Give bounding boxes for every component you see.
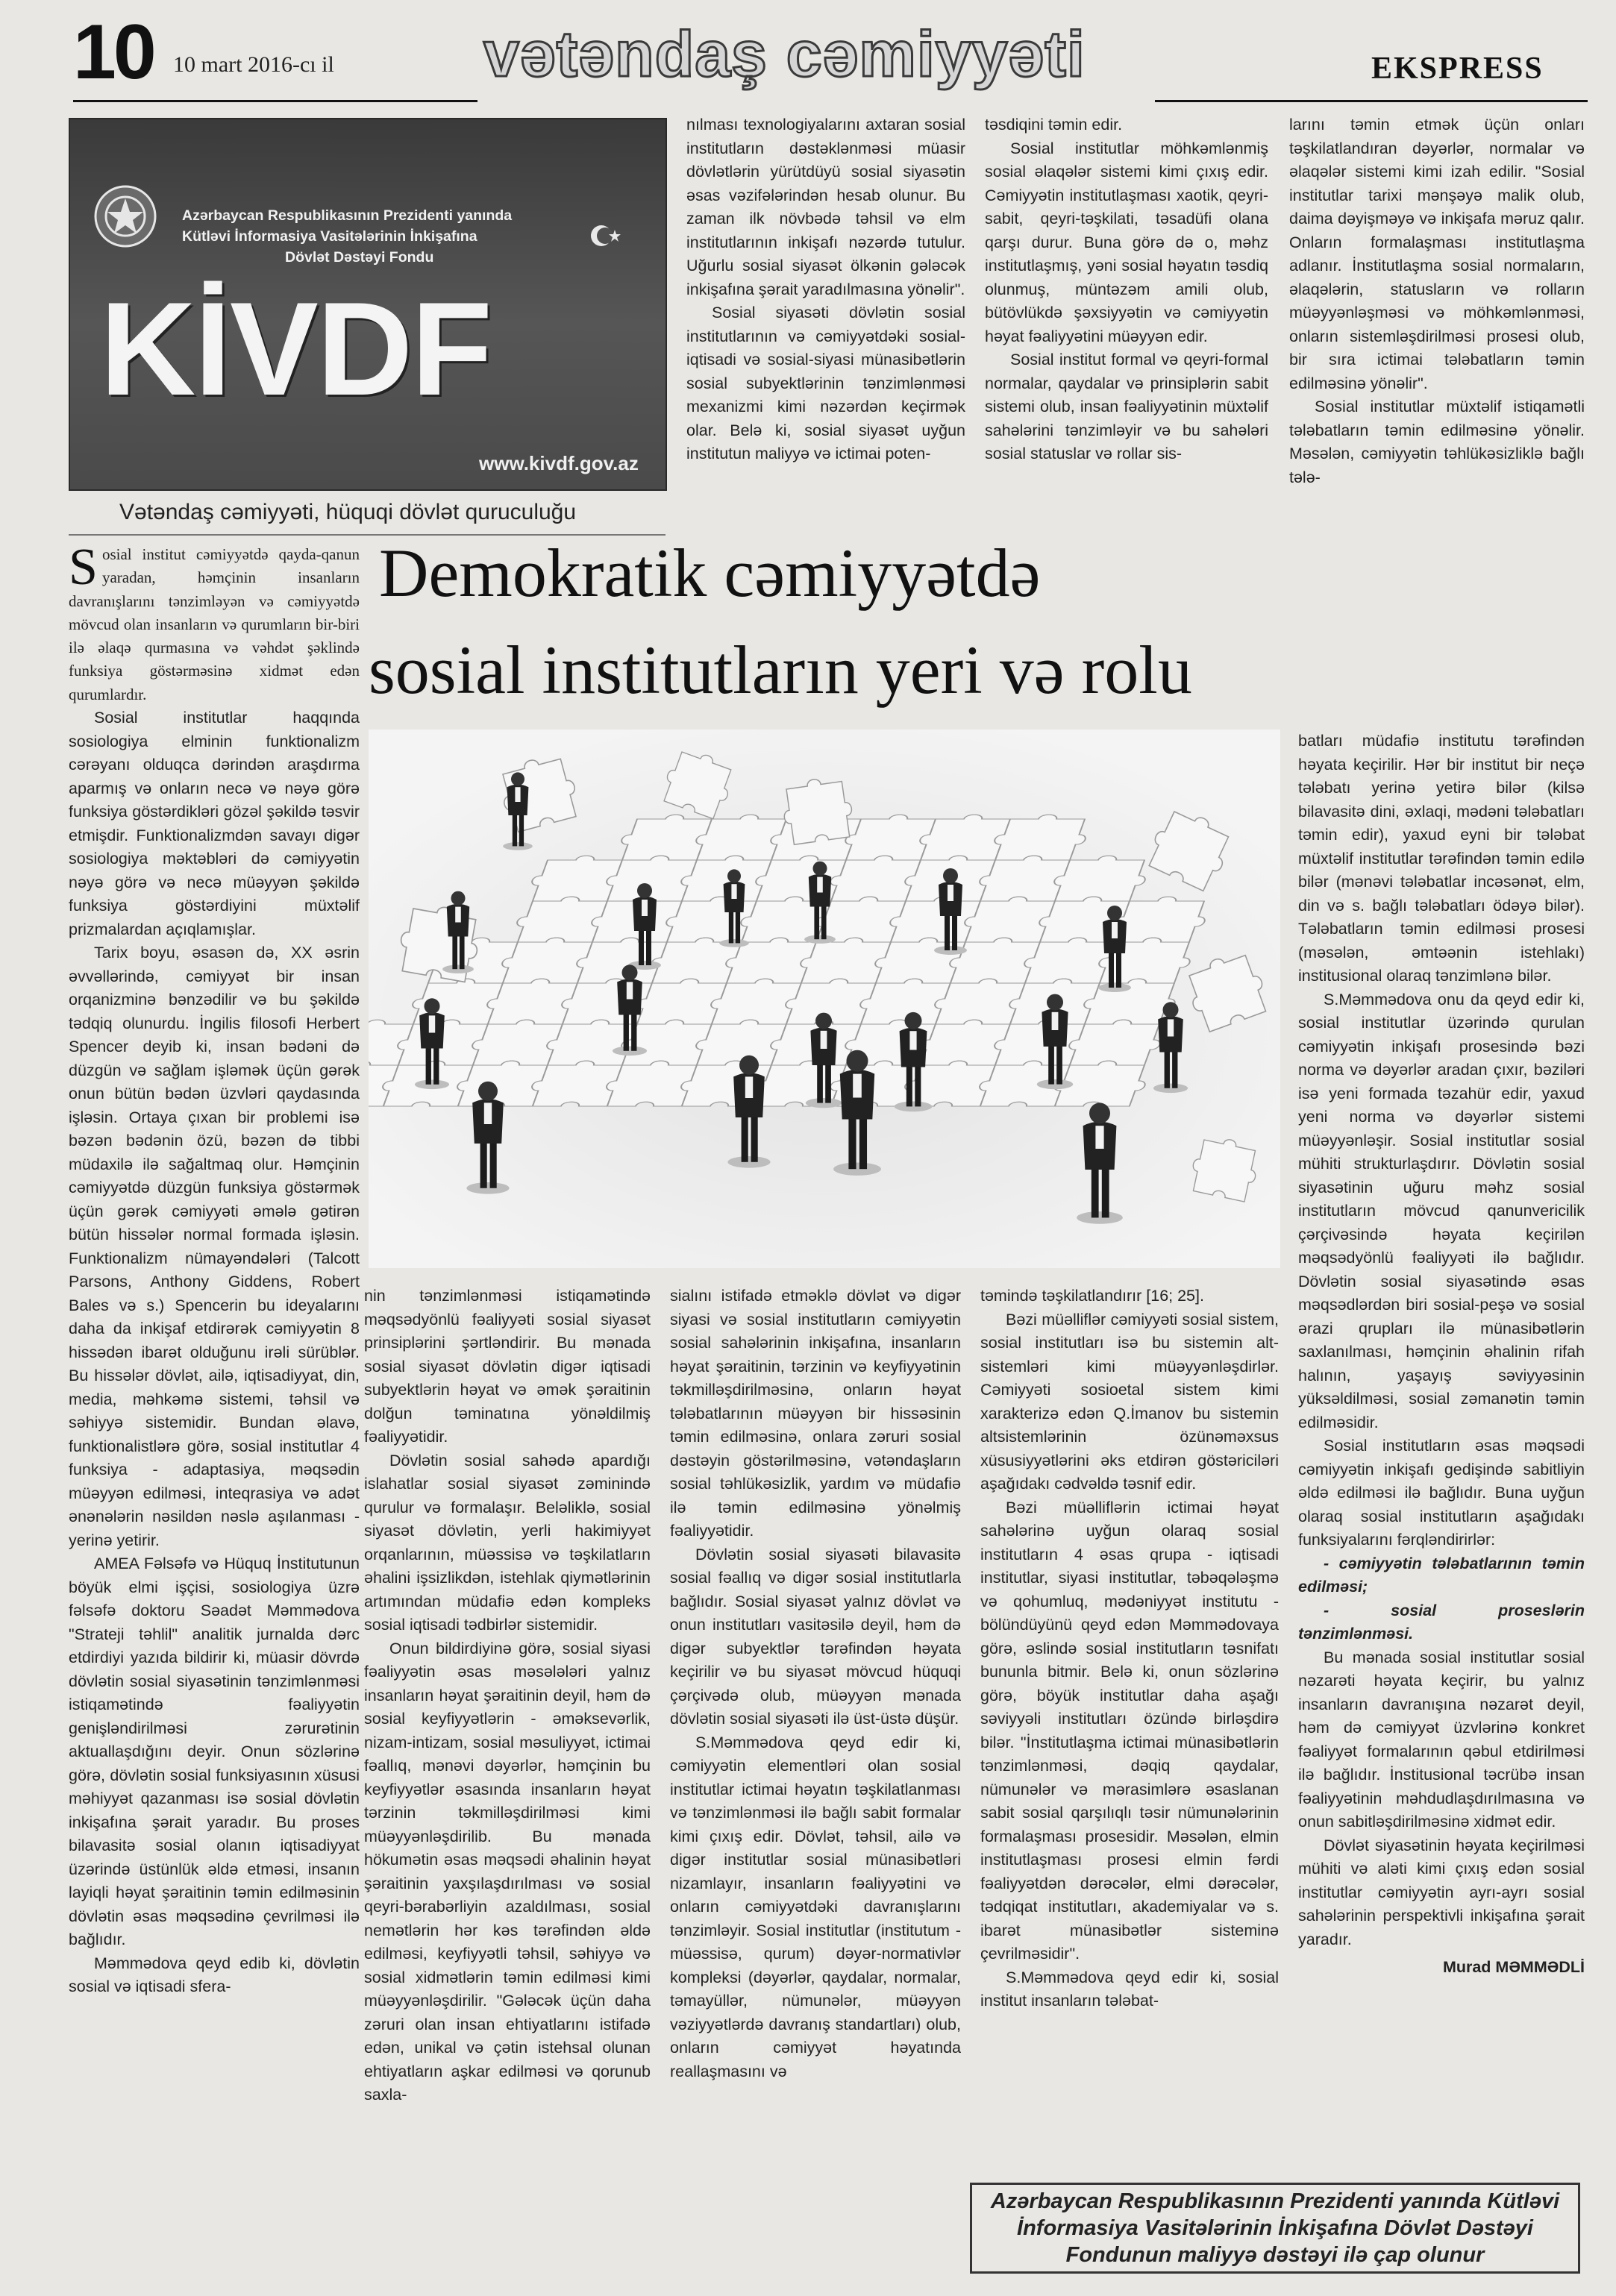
column-4-top: [1289, 113, 1585, 530]
paragraph: Onun bildirdiyinə görə, sosial siyasi fəaliyyətin əsas məsələləri yalnız insanların həyat şəraitinin deyil, həm də sosial keyfiyyətlərin - əməksevərlik, nizam-intizam, sosial məsuliyyət, ictimai fəallıq, mənəvi dəyərlər, həmçinin bu keyfiyyətlər əsasında insanların həyat tərzinin təkmilləşdirilməsi kimi müəyyənləşdirilib. Bu mənada hökumətin əsas məqsədi əhalinin həyat şəraitinin yaxşılaşdırılması və sosial qeyri-bərabərliyin azaldılması, sosial nemətlərin hər kəs tərəfindən əldə edilməsi, keyfiyyətli təhsil, səhiyyə və sosial xidmətlərin təmin edilməsi kimi müəyyənləşdirilir. "Gələcək üçün daha zəruri olan insan ehtiyatlarını istifadə edən, unikal və çətin istehsal olunan ehtiyatların aşkar edilməsi və qorunub saxla-: [364, 1639, 651, 2104]
column-2-bottom: [364, 1285, 651, 2263]
paragraph: Sosial institutlar haqqında sosiologiya elminin funktionalizm cərəyanı olduqca dərindən araşdırma aparmış və onların necə və nəyə görə funksiya göstərdikləri gözəl şəkildə təsvir etmişdir. Funktionalizmdən savayı digər sosiologiya məktəbləri də cəmiyyətin nəyə görə və necə müəyyən şəkildə funksiya göstərdiyini müxtəlif prizmalardan açıqlamışlar.: [69, 709, 360, 938]
paragraph: nılması texnologiyalarını axtaran sosial institutların dəstəklənməsi müasir dövlətlərin yürütdüyü sosial siyasətin əsas vəzifələrindən hesab olunur. Bu zaman ilk növbədə təhsil və elm institutlarının inkişafı nəzərdə tutulur. Uğurlu sosial siyasət ölkənin gələcək inkişafına şərait yaradılmasına yönəlir".: [686, 116, 965, 298]
column-1: [69, 543, 360, 2263]
issue-date: 10 mart 2016-cı il: [173, 52, 334, 77]
paragraph: Məmmədova qeyd edib ki, dövlətin sosial və iqtisadi sfera-: [69, 1954, 360, 1996]
article-photo: [369, 730, 1280, 1268]
newspaper-name: EKSPRESS: [1371, 51, 1544, 86]
author-signature: Murad MƏMMƏDLİ: [1442, 1958, 1585, 1976]
paragraph: S.Məmmədova qeyd edir ki, cəmiyyətin elementləri olan sosial institutlar ictimai həyatın təşkilatlanması və tənzimlənməsi ilə bağlı sabit formalar kimi çıxış edir. Dövlət, təhsil, ailə və digər institutlar sosial münasibətləri nizamlayır, insanların fəaliyyətini və onların cəmiyyətdəki davranışlarını tənzimləyir. Sosial institutlar (institutum - müəssisə, qurum) dəyər-normativlər kompleksi (dəyərlər, qaydalar, normalar, təmayüllər, nümunələr, müəyyən vəziyyətlərdə davranış standartları) olub, onların cəmiyyət həyatında reallaşmasını və: [670, 1733, 961, 2080]
list-item: - sosial proseslərin tənzimlənməsi.: [1298, 1601, 1585, 1643]
paragraph: Bu mənada sosial institutlar sosial nəzarəti həyata keçirir, bu yalnız insanların davranışına nəzarət deyil, həm də cəmiyyət üzvlərinə konkret fəaliyyət formalarının qəbul etdirilməsi ilə bağlıdır. İnstitusional təcrübə insan fəaliyyətinin məhdudlaşdırılmasına və onun sabitləşdirilməsinə xidmət edir.: [1298, 1648, 1585, 1831]
headline-line2: sosial institutların yeri və rolu: [369, 632, 1192, 708]
section-title: vətəndaş cəmiyyəti: [483, 19, 1086, 90]
column-2-top: [686, 113, 965, 530]
paragraph: Sosial institutlar möhkəmlənmiş sosial əlaqələr sistemi kimi çıxış edir. Cəmiyyətin institutlaşması xaotik, qeyri-sabit, qeyri-təşkilati, təsadüfi olana qarşı durur. Buna görə də o, məhz institutlaşmış, yəni sosial həyatın təsdiq olunmuş, müntəzəm amili olub, bütövlükdə şəxsiyyətin və cəmiyyətin həyat fəaliyyətini müəyyən edir.: [985, 139, 1268, 345]
paragraph: sialını istifadə etməklə dövlət və digər siyasi və sosial institutların cəmiyyətin sosial sahələrinin inkişafına, insanların həyat şəraitinin, tərzinin və keyfiyyətinin təkmilləşdirilməsinə, onların həyat tələbatlarının müəyyən bir hissəsinin təmin edilməsinə, onlara zəruri sosial dəstəyin göstərilməsinə, vətəndaşların sosial təhlükəsizlik, yardım və müdafiə ilə təmin edilməsinə yönəlmiş fəaliyyətidir.: [670, 1287, 961, 1540]
paragraph: təsdiqini təmin edir.: [985, 116, 1123, 134]
headline-line1: Demokratik cəmiyyətdə: [379, 535, 1041, 611]
paragraph: batları müdafiə institutu tərəfindən həyata keçirilir. Hər bir institut bir neçə tələbatı yerinə yetirə bilər (kilsə bilavasitə dini, əxlaqi, mədəni tələbatları təmin edir), yaxud eyni bir tələbat müxtəlif institutlar tərəfindən təmin edilə bilər (mənəvi tələbatlar incəsənət, elm, din və s. bağlı tələbatları ödəyə bilər). Tələbatların təmin edilməsi prosesi (məsələn, əmtəənin istehlakı) institusional olaraq tənzimlənə bilər.: [1298, 732, 1585, 985]
flag-crescent-icon: [585, 221, 627, 251]
kivdf-logo-text: KİVDF: [100, 275, 491, 423]
page-number: 10: [73, 9, 154, 95]
sponsor-line3: Dövlət Dəstəyi Fondu: [285, 249, 434, 266]
column-3-top: [985, 113, 1268, 530]
column-3-bottom: [670, 1285, 961, 2263]
rubric: Vətəndaş cəmiyyəti, hüquqi dövlət quruculuğu: [119, 500, 577, 524]
header-rule-right: [1155, 100, 1588, 102]
paragraph: Tarix boyu, əsasən də, XX əsrin əvvəllərində, cəmiyyət bir insan orqanizminə bənzədilir və bu şəkildə tədqiq olunurdu. İngilis filosofi Herbert Spencer deyib ki, insan bədəni də düzgün və sağlam işləmək üçün gərək onun bütün bədən üzvləri qaydasında işləsin. Ortaya çıxan bir problemi isə bəzən bədənin özü, bəzən də tibbi müdaxilə ilə sağaltmaq olur. Həmçinin cəmiyyətdə düzgün funksiya göstərmək üçün gərək cəmiyyəti əmələ gətirən bütün hissələr normal formada işləsin. Funktionalizm nümayəndələri (Talcott Parsons, Anthony Giddens, Robert Bales və s.) Spencerin bu ideyalarını daha da inkişaf etdirərək cəmiyyətin 8 hissədən ibarət olduğunu irəli sürüblər. Bu hissələr dövlət, ailə, iqtisadiyyat, din, media, məhkəmə sistemi, təhsil və səhiyyə sistemidir. Bundan əlavə, funktionalistlərə görə, sosial institutlar 4 funksiya - adaptasiya, məqsədin müəyyən edilməsi, inteqrasiya və adət ənənələrin nəsildən nəslə aşılanması - yerinə yetirir.: [69, 944, 360, 1549]
paragraph: larını təmin etmək üçün onları təşkilatlandıran dəyərlər, normalar və əlaqələr sistemi kimi izah edilir. "Sosial institutlar tarixi mənşəyə malik olub, daima dəyişməyə və inkişafa məruz qalır. Onların formalaşması institutlaşma adlanır. İnstitutlaşma sosial normaların, əlaqələrin, statusların və rolların müəyyənləşməsi və möhkəmlənməsi, onların sistemləşdirilməsi prosesi olub, bir sıra ictimai tələbatların təmin edilməsinə yönəlir".: [1289, 116, 1585, 392]
paragraph: AMEA Fəlsəfə və Hüquq İnstitutunun böyük elmi işçisi, sosiologiya üzrə fəlsəfə doktoru Səadət Məmmədova "Strateji təhlil" analitik jurnalda dərc etdirdiyi yazıda bildirir ki, müasir dövrdə dövlətin sosial siyasətinin tənzimlənməsi istiqamətində fəaliyyətin genişləndirilməsi zərurətinin aktuallaşdığını deyir. Onun sözlərinə görə, dövlətin sosial funksiyasının xüsusi məhiyyət qazanması isə sosial dövlətin inkişafına şərait yaradır. Bu proses bilavasitə sosial olanın iqtisadiyyat üzərində üstünlük əldə etməsi, insanın layiqli həyat şəraitinin təmin edilməsinin dövlətin əsas məqsədinə çevrilməsi ilə bağlıdır.: [69, 1555, 360, 1949]
paragraph: Sosial institutlar müxtəlif istiqamətli tələbatların təmin edilməsinə yönəlir. Məsələn, cəmiyyətin təhlükəsizliklə bağlı tələ-: [1289, 398, 1585, 486]
footer-sponsor-text: Azərbaycan Respublikasının Prezidenti yanında Kütləvi İnformasiya Vasitələrinin İnkişafına Dövlət Dəstəyi Fondunun maliyyə dəstəyi ilə çap olunur: [990, 2189, 1560, 2267]
paragraph: Sosial institutların əsas məqsədi cəmiyyətin inkişafı gedişində sabitliyin əldə edilməsi ilə bağlıdır. Buna uyğun olaraq sosial institutların aşağıdakı funksiyalarını fərqləndirirlər:: [1298, 1437, 1585, 1549]
paragraph: Dövlət siyasətinin həyata keçirilməsi mühiti və aləti kimi çıxış edən sosial institutlar cəmiyyətin ayrı-ayrı sosial sahələrinin perspektivli inkişafına şərait yaradır.: [1298, 1836, 1585, 1948]
lead-paragraph: Sosial institut cəmiyyətdə qayda-qanun yaradan, həmçinin insanların davranışlarını tənzimləyən və cəmiyyətdə mövcud olan insanların və qurumların bir-biri ilə əlaqə qurmasına və vəhdət şəklində funksiya göstərməsinə xidmət edən qurumlardır.: [69, 543, 360, 703]
paragraph: Sosial siyasəti dövlətin sosial institutlarının və cəmiyyətdəki sosial-iqtisadi və sosial-siyasi münasibətlərin sosial subyektlərinin tənzimlənməsi mexanizmi kimi nəzərdən keçirmək olar. Belə ki, sosial siyasət uyğun institutun maliyyə və ictimai poten-: [686, 304, 965, 462]
column-4-bottom: [980, 1285, 1279, 2172]
header-rule-left: [73, 100, 477, 102]
sponsor-line1: Azərbaycan Respublikasının Prezidenti yanında: [182, 207, 513, 224]
business-people-on-puzzle-illustration: [369, 730, 1280, 1268]
paragraph: Dövlətin sosial siyasəti bilavasitə sosial fəallıq və digər sosial institutlarla bağlıdır. Sosial siyasət yalnız dövlət və onun institutları vasitəsilə deyil, həm də digər subyektlər tərəfindən həyata keçirilir və bu siyasət mövcud hüquqi çərçivədə olub, müəyyən mənada dövlətin sosial siyasəti ilə üst-üstə düşür.: [670, 1545, 961, 1728]
sponsor-url: www.kivdf.gov.az: [479, 452, 639, 474]
emblem-icon: [93, 184, 158, 249]
sponsor-box: [69, 118, 667, 491]
paragraph: Bəzi müəlliflər cəmiyyəti sosial sistem, sosial institutları isə bu sistemin alt-sistemləri kimi müəyyənləşdirlər. Cəmiyyəti sosioetal sistem kimi xarakterizə edən Q.İmanov bu sistemin altsistemlərinin özünəməxsus xüsusiyyətlərini əks etdirən göstəriciləri aşağıdakı cədvəldə təsnif edir.: [980, 1310, 1279, 1493]
paragraph: Sosial institut formal və qeyri-formal normalar, qaydalar və prinsiplərin sabit sistemi olub, insan fəaliyyətinin müxtəlif sahələrini tənzimləyir və bu sahələri sosial statuslar və rollar sis-: [985, 351, 1268, 462]
sponsor-line2: Kütləvi İnformasiya Vasitələrinin İnkişafına: [182, 228, 477, 245]
paragraph: S.Məmmədova onu da qeyd edir ki, sosial institutlar üzərində qurulan cəmiyyətin inkişafı prosesində bəzi norma və dəyərlər aradan çıxır, bəziləri isə yeni formada təzahür edir, yaxud yeni norma və dəyərlər sistemi müəyyənləşir. Sosial institutlar sosial mühiti strukturlaşdırır. Dövlətin sosial siyasətinin uğuru məhz sosial institutların mövcud qanunvericilik çərçivəsində həyata keçirilən məqsədyönlü fəaliyyəti ilə bağlıdır. Dövlətin sosial siyasətində əsas məqsədlərdən biri sosial-peşə və sosial ərazi qrupları ilə münasibətlərin saxlanılması, həmçinin əhalinin rifah halının, yaşayış səviyyəsinin yüksəldilməsi, sosial zəmanətin təmin edilməsidir.: [1298, 990, 1585, 1431]
list-item: - cəmiyyətin tələbatlarının təmin edilməsi;: [1298, 1554, 1585, 1596]
paragraph: təmində təşkilatlandırır [16; 25].: [980, 1287, 1204, 1305]
column-5: [1298, 730, 1585, 2221]
paragraph: nin tənzimlənməsi istiqamətində məqsədyönlü fəaliyyəti sosial siyasət prinsiplərini şərtləndirir. Bu mənada sosial siyasət dövlətin digər iqtisadi subyektlərin həyat və əmək şəraitinin dolğun təminatına yönəldilmiş fəaliyyətidir.: [364, 1287, 651, 1446]
paragraph: Bəzi müəlliflərin ictimai həyat sahələrinə uyğun olaraq sosial institutların 4 əsas qrupa - iqtisadi institutlar, siyasi institutlar, təbəqələşmə və qohumluq, mədəniyyət institutu - bölündüyünü qeyd edən Məmmədovaya görə, əslində sosial institutların təsnifatı bununla bitmir. Belə ki, onun sözlərinə görə, böyük institutlar daha aşağı səviyyəli institutları özündə birləşdirə bilər. "İnstitutlaşma ictimai münasibətlərin tənzimlənməsi, dəqiq qaydalar, nümunələr və mərasimlərə əsaslanan sabit sosial qarşılıqlı təsir nümunələrinin formalaşması prosesidir. Məsələn, elmin institutlaşması prosesi elmin fərdi fəaliyyətdən dərəcələr, elmi dərəcələr, tədqiqat institutları, akademiyalar və s. ibarət münasibətlər sisteminə çevrilməsidir".: [980, 1498, 1279, 1963]
paragraph: Dövlətin sosial sahədə apardığı islahatlar sosial siyasət zəminində qurulur və formalaşır. Beləliklə, sosial siyasət dövlətin, yerli hakimiyyət orqanlarının, müəssisə və təşkilatların əhalini işsizlikdən, istehlak qiymətlərinin artımından müdafiə edən kompleks sosial iqtisadi tədbirlər sistemidir.: [364, 1451, 651, 1634]
paragraph: S.Məmmədova qeyd edir ki, sosial institut insanların tələbat-: [980, 1968, 1279, 2010]
footer-sponsor-box: [970, 2183, 1580, 2274]
